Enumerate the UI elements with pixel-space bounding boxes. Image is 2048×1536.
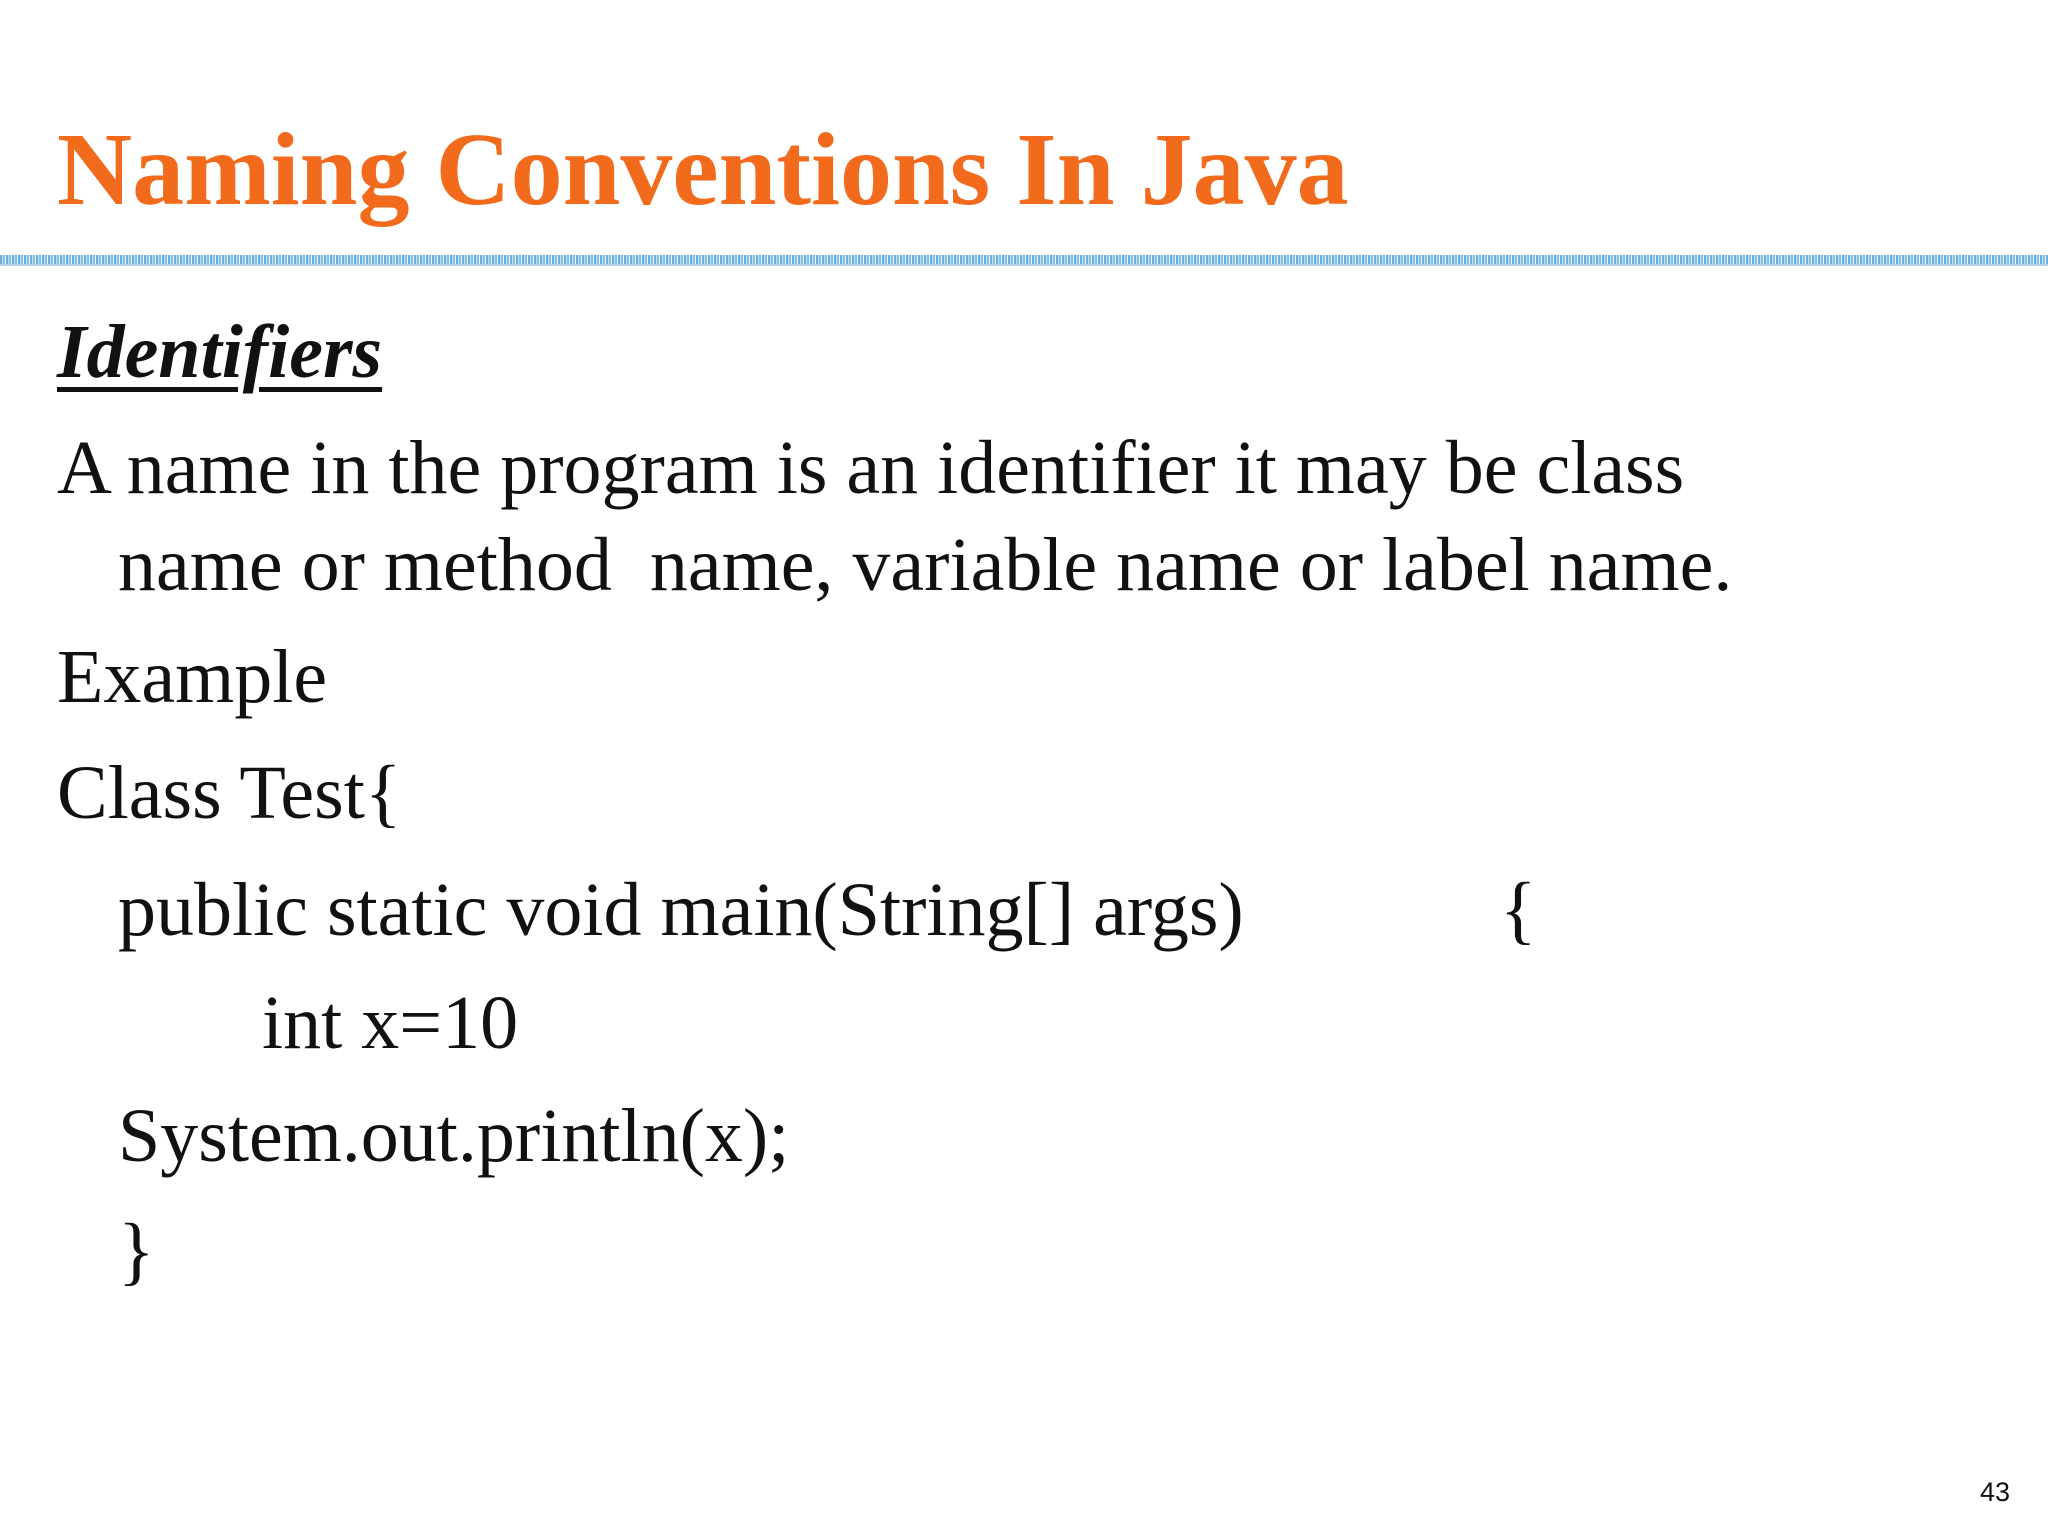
example-label: Example xyxy=(57,635,328,719)
code-line-class: Class Test{ xyxy=(57,751,402,835)
paragraph-line-2: name or method name, variable name or label name. xyxy=(118,523,1733,607)
code-line-int: int x=10 xyxy=(262,981,519,1065)
page-number: 43 xyxy=(1979,1477,2010,1507)
title-divider xyxy=(0,255,2048,266)
code-line-println: System.out.println(x); xyxy=(118,1094,790,1178)
section-heading: Identifiers xyxy=(57,310,383,394)
code-line-main: public static void main(String[] args) xyxy=(118,868,1244,952)
code-line-open-brace: { xyxy=(1500,868,1537,952)
paragraph-line-1: A name in the program is an identifier it may be class xyxy=(57,426,1685,510)
code-line-close-brace: } xyxy=(118,1209,155,1293)
slide-title: Naming Conventions In Java xyxy=(57,112,1349,227)
